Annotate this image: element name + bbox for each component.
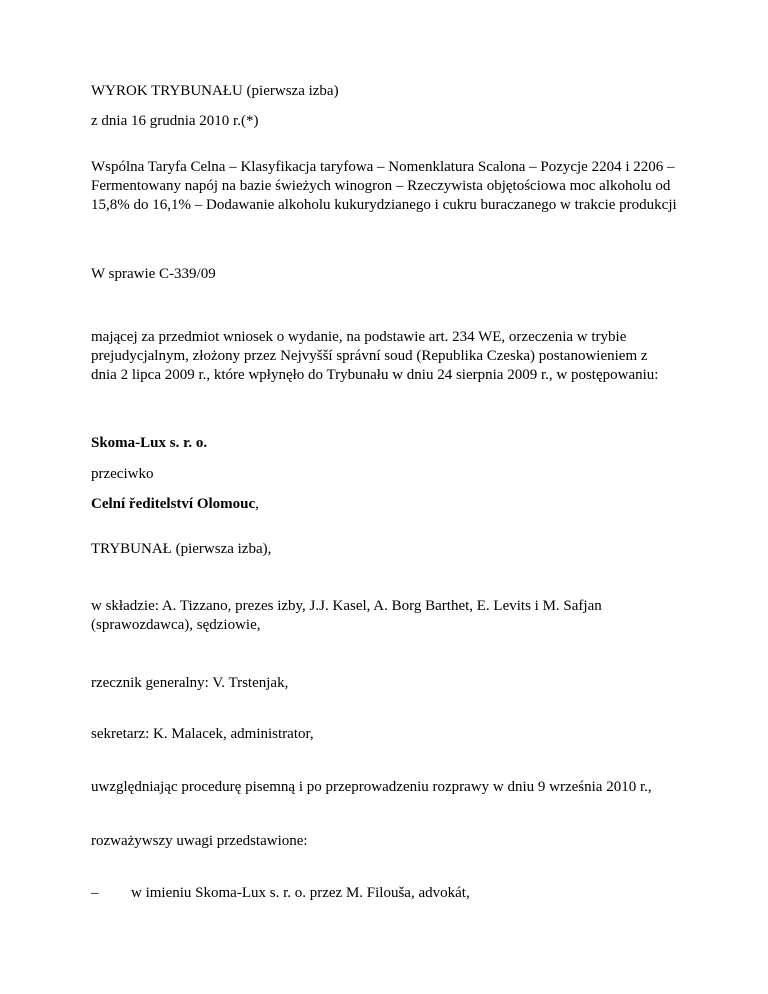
versus-label: przeciwko — [91, 466, 154, 482]
reference-paragraph: mającej za przedmiot wniosek o wydanie, na podstawie art. 234 WE, orzeczenia w trybie prejudycjalnym, złożony przez Nejvyšší správní soud (Republika Czeska) postanowieniem z dnia 2 lipca 2009 r., które wpłynęło do Trybunału w dniu 24 sierpnia 2009 r., w postępowaniu: — [91, 329, 659, 383]
case-number: W sprawie C‑339/09 — [91, 266, 216, 282]
party-defendant — [91, 495, 691, 514]
observation-dash: – — [91, 885, 99, 901]
party-applicant: Skoma-Lux s. r. o. — [91, 435, 208, 451]
judgment-heading: WYROK TRYBUNAŁU (pierwsza izba) — [91, 83, 339, 99]
party-defendant-name: Celní ředitelství Olomouc — [91, 496, 256, 512]
judgment-date: z dnia 16 grudnia 2010 r.(*) — [91, 113, 259, 129]
composition-paragraph: w składzie: A. Tizzano, prezes izby, J.J. Kasel, A. Borg Barthet, E. Levits i M. Safjan (sprawozdawca), sędziowie, — [91, 598, 602, 633]
advocate-general-line: rzecznik generalny: V. Trstenjak, — [91, 675, 289, 691]
observation-text: w imieniu Skoma-Lux s. r. o. przez M. Filouša, advokát, — [131, 885, 470, 901]
party-defendant-suffix: , — [255, 496, 259, 512]
registrar-line: sekretarz: K. Malacek, administrator, — [91, 726, 314, 742]
keywords-paragraph: Wspólna Taryfa Celna – Klasyfikacja taryfowa – Nomenklatura Scalona – Pozycje 2204 i 2206 – Fermentowany napój na bazie świeżych winogron – Rzeczywista objętościowa moc alkoholu od 15,8% do 16,1% – Dodawanie alkoholu kukurydzianego i cukru buraczanego w trakcie produkcji — [91, 159, 677, 213]
court-line: TRYBUNAŁ (pierwsza izba), — [91, 541, 272, 557]
observations-intro: rozważywszy uwagi przedstawione: — [91, 833, 308, 849]
procedure-line: uwzględniając procedurę pisemną i po przeprowadzeniu rozprawy w dniu 9 września 2010 r., — [91, 779, 652, 795]
